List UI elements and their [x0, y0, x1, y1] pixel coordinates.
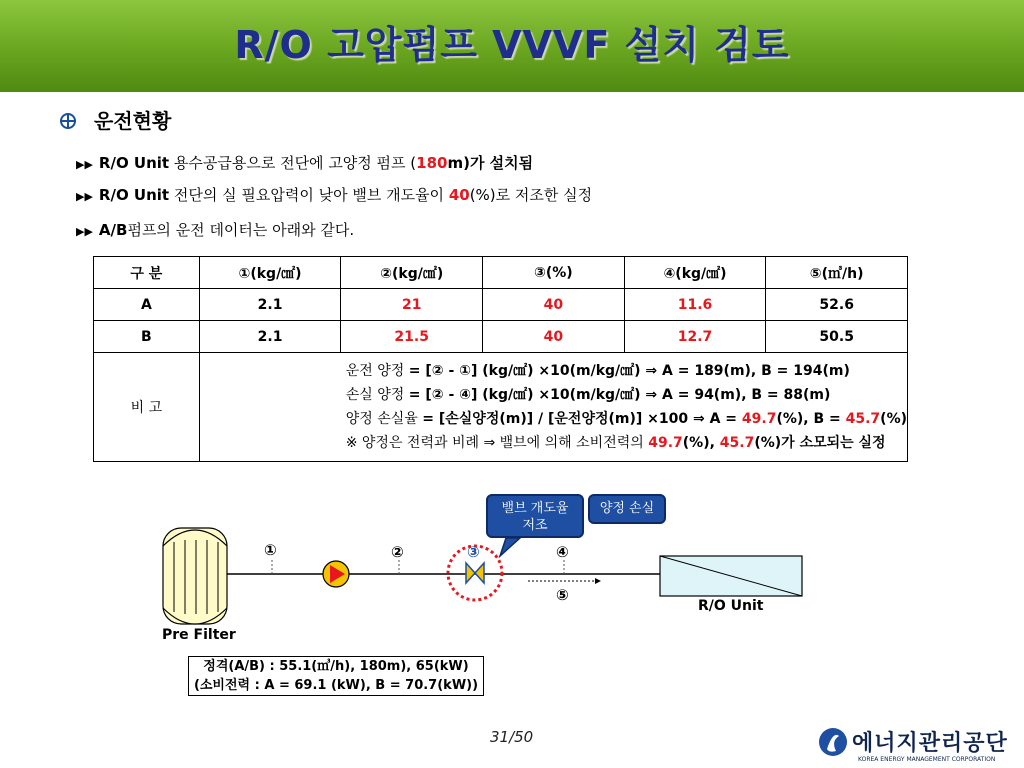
logo-subtitle: KOREA ENERGY MANAGEMENT CORPORATION — [858, 756, 996, 763]
logo-name: 에너지관리공단 — [852, 731, 1008, 756]
table-cell: 40 — [483, 321, 625, 353]
arrow-bullet-icon: ▶▶ — [76, 158, 93, 171]
pre-filter-label: Pre Filter — [162, 627, 236, 643]
arrow-bullet-icon: ▶▶ — [76, 190, 93, 203]
valve-icon — [466, 563, 484, 583]
head-loss-callout: 양정 손실 — [588, 494, 666, 524]
spec-line: (소비전력 : A = 69.1 (kW), B = 70.7(kW)) — [193, 678, 479, 693]
pump-icon — [323, 561, 349, 587]
table-cell: 12.7 — [624, 321, 766, 353]
note-line: 손실 양정 = [② - ④] (kg/㎠) ×10(m/kg/㎠) ⇒ A = 94(m), B = 88(m) — [345, 387, 831, 403]
point-1-label: ① — [264, 541, 277, 559]
kemco-logo — [818, 726, 1008, 763]
note-line: 운전 양정 = [② - ①] (kg/㎠) ×10(m/kg/㎠) ⇒ A = 189(m), B = 194(m) — [345, 363, 850, 379]
section-title: 운전현황 — [94, 109, 172, 133]
valve-opening-callout: 밸브 개도율 저조 — [486, 494, 584, 538]
bullet-line-3: ▶▶ A/B펌프의 운전 데이터는 아래와 같다. — [76, 221, 355, 239]
table-cell: 11.6 — [624, 289, 766, 321]
pre-filter-vessel — [163, 528, 227, 624]
table-cell: 2.1 — [199, 321, 341, 353]
table-header: ②(kg/㎠) — [341, 257, 483, 289]
callout-pointer — [500, 538, 520, 556]
table-cell: 21.5 — [341, 321, 483, 353]
bullet-line-2: ▶▶ R/O Unit 전단의 실 필요압력이 낮아 밸브 개도율이 40(%)로 저조한 실정 — [76, 186, 593, 204]
point-4-label: ④ — [556, 543, 569, 561]
table-header: ④(kg/㎠) — [624, 257, 766, 289]
point-3-label: ③ — [467, 543, 480, 561]
rated-spec-box — [188, 656, 484, 696]
spec-line: 정격(A/B) : 55.1(㎥/h), 180m), 65(kW) — [203, 659, 469, 674]
table-cell: B — [94, 321, 200, 353]
page-number: 31/50 — [490, 728, 534, 746]
ro-unit-box — [660, 556, 802, 596]
table-cell: 50.5 — [766, 321, 908, 353]
note-line: ※ 양정은 전력과 비례 ⇒ 밸브에 의해 소비전력의 49.7(%), 45.7(%)가 소모되는 실정 — [345, 435, 886, 451]
kemco-emblem-icon — [818, 727, 848, 757]
table-header: ①(kg/㎠) — [199, 257, 341, 289]
table-header: ⑤(㎥/h) — [766, 257, 908, 289]
table-header: ③(%) — [483, 257, 625, 289]
note-line: 양정 손실율 = [손실양정(m)] / [운전양정(m)] ×100 ⇒ A = 49.7(%), B = 45.7(%) — [345, 411, 907, 427]
table-cell: 2.1 — [199, 289, 341, 321]
slide-title: R/O 고압펌프 VVVF 설치 검토 — [234, 23, 790, 67]
arrow-bullet-icon: ▶▶ — [76, 225, 93, 238]
ro-unit-label: R/O Unit — [698, 598, 764, 614]
table-cell: 21 — [341, 289, 483, 321]
table-cell: A — [94, 289, 200, 321]
bullet-line-1: ▶▶ R/O Unit 용수공급용으로 전단에 고양정 펌프 (180m)가 설치됨 — [76, 154, 534, 172]
point-5-label: ⑤ — [556, 586, 569, 604]
point-2-label: ② — [391, 543, 404, 561]
table-header: 구 분 — [94, 257, 200, 289]
note-label: 비 고 — [94, 353, 200, 462]
table-cell: 52.6 — [766, 289, 908, 321]
table-cell: 40 — [483, 289, 625, 321]
